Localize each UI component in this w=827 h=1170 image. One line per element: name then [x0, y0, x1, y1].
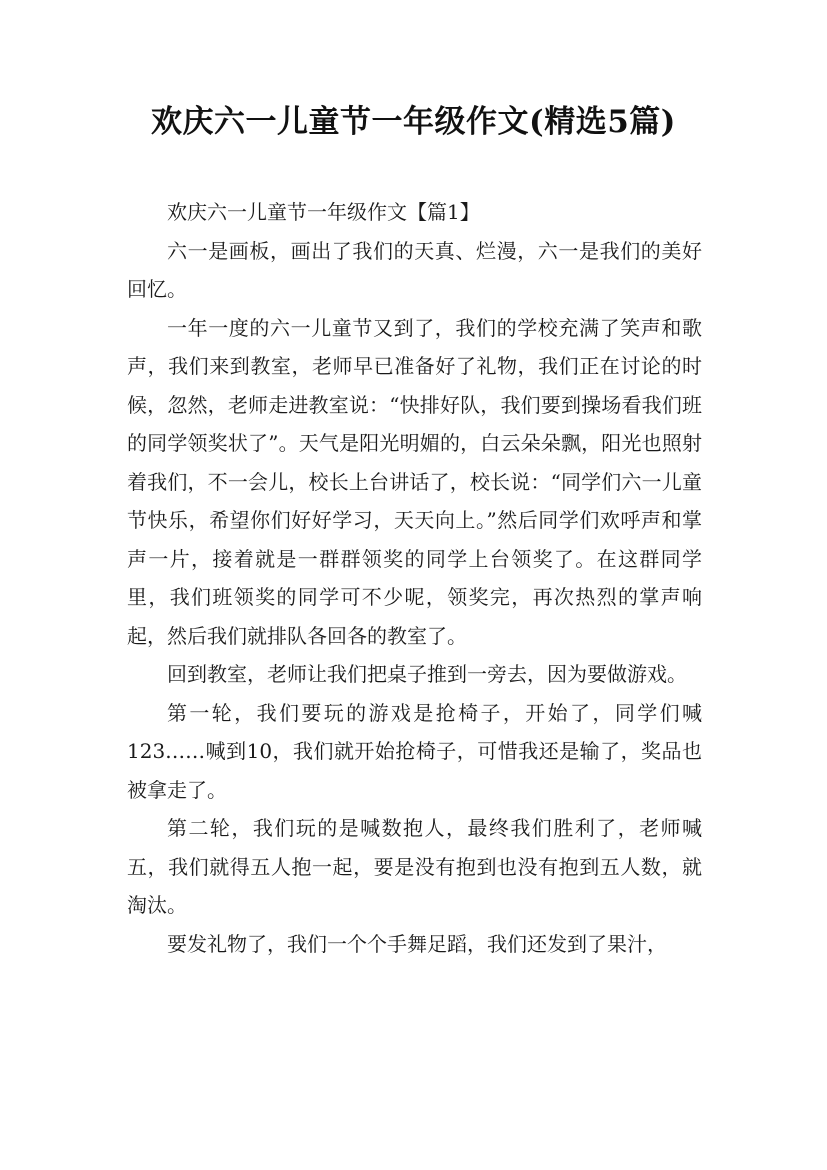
document-body — [127, 193, 702, 963]
paragraph: 第二轮，我们玩的是喊数抱人，最终我们胜利了，老师喊五，我们就得五人抱一起，要是没有抱到也没有抱到五人数，就淘汰。 — [127, 816, 702, 917]
paragraph: 六一是画板，画出了我们的天真、烂漫，六一是我们的美好回忆。 — [127, 238, 702, 301]
paragraph: 第一轮，我们要玩的游戏是抢椅子，开始了，同学们喊123……喊到10，我们就开始抢椅子，可惜我还是输了，奖品也被拿走了。 — [127, 700, 702, 802]
paragraph: 要发礼物了，我们一个个手舞足蹈，我们还发到了果汁， — [167, 931, 667, 956]
paragraph: 一年一度的六一儿童节又到了，我们的学校充满了笑声和歌声，我们来到教室，老师早已准备好了礼物，我们正在讨论的时候，忽然，老师走进教室说：“快排好队，我们要到操场看我们班的同学领奖状了”。天气是阳光明媚的，白云朵朵飘，阳光也照射着我们，不一会儿，校长上台讲话了，校长说：“同学们六一儿童节快乐，希望你们好好学习，天天向上。”然后同学们欢呼声和掌声一片，接着就是一群群领奖的同学上台领奖了。在这群同学里，我们班领奖的同学可不少呢，领奖完，再次热烈的掌声响起，然后我们就排队各回各的教室了。 — [127, 315, 702, 648]
paragraph: 回到教室，老师让我们把桌子推到一旁去，因为要做游戏。 — [167, 662, 687, 686]
section-heading: 欢庆六一儿童节一年级作文【篇1】 — [167, 200, 480, 224]
document-title: 欢庆六一儿童节一年级作文(精选5篇) — [151, 104, 676, 140]
